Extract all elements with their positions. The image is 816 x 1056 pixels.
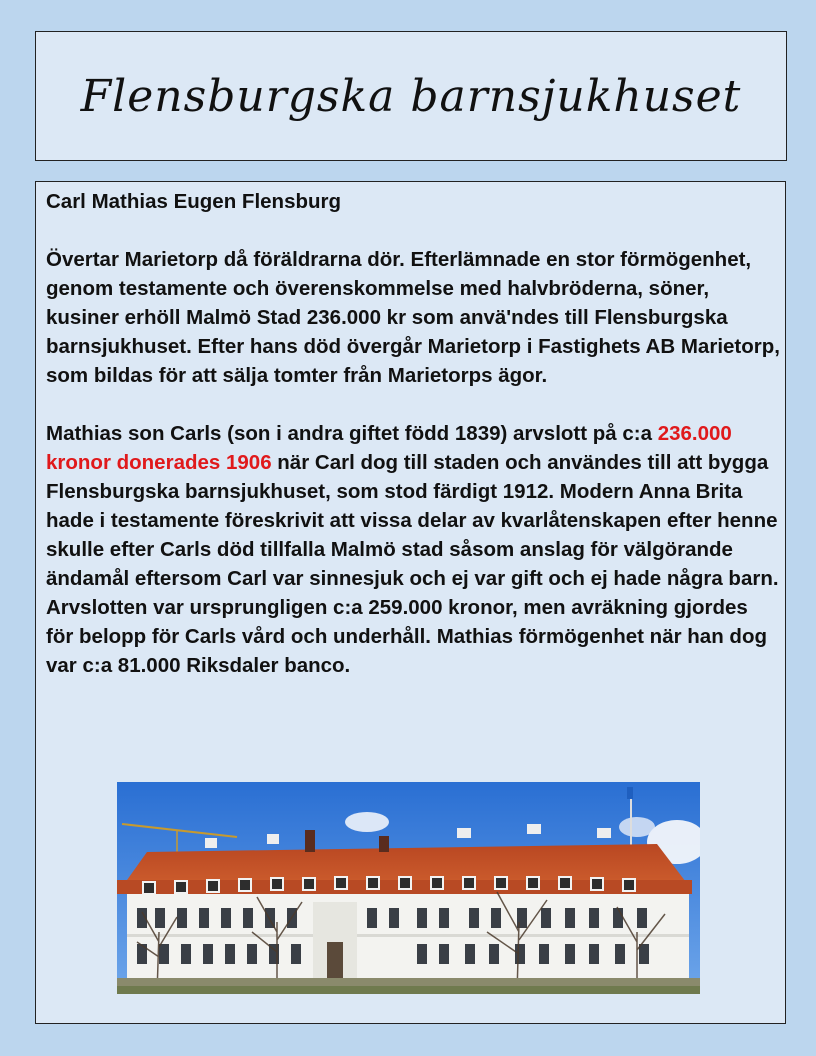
donation-highlight: 236.000 kronor donerades 1906: [46, 422, 732, 474]
paragraph-inheritance: Övertar Marietorp då föräldrarna dör. Efterlämnade en stor förmögenhet, genom testamente och överenskommelse med halvbröderna, söner, kusiner erhöll Malmö Stad 236.000 kr som anvä'ndes till Flensburgska barnsjukhuset. Efter hans död övergår Marietorp i Fastighets AB Marietorp, som bildas för att sälja tomter från Marietorps ägor.: [46, 248, 780, 387]
person-heading: Carl Mathias Eugen Flensburg: [46, 190, 342, 213]
title-banner: [35, 31, 787, 161]
hospital-building-photo: [117, 782, 700, 994]
page-title: Flensburgska barnsjukhuset: [80, 70, 742, 122]
body-text: [46, 187, 780, 680]
paragraph-donation-end: när Carl dog till staden och användes till att bygga Flensburgska barnsjukhuset, som stod färdigt 1912. Modern Anna Brita hade i testamente föreskrivit att vissa delar av kvarlåtenskapen efter henne skulle efter Carls död tillfalla Malmö stad såsom anslag för välgörande ändamål eftersom Carl var sinnesjuk och ej var gift och ej hade några barn. Arvslotten var ursprungligen c:a 259.000 kronor, men avräkning gjordes för belopp för Carls vård och underhåll. Mathias förmögenhet när han dog var c:a 81.000 Riksdaler banco.: [46, 451, 779, 677]
content-panel: [35, 181, 786, 1024]
paragraph-donation-start: Mathias son Carls (son i andra giftet född 1839) arvslott på c:a: [46, 422, 658, 445]
paragraph-donation: [46, 419, 780, 680]
